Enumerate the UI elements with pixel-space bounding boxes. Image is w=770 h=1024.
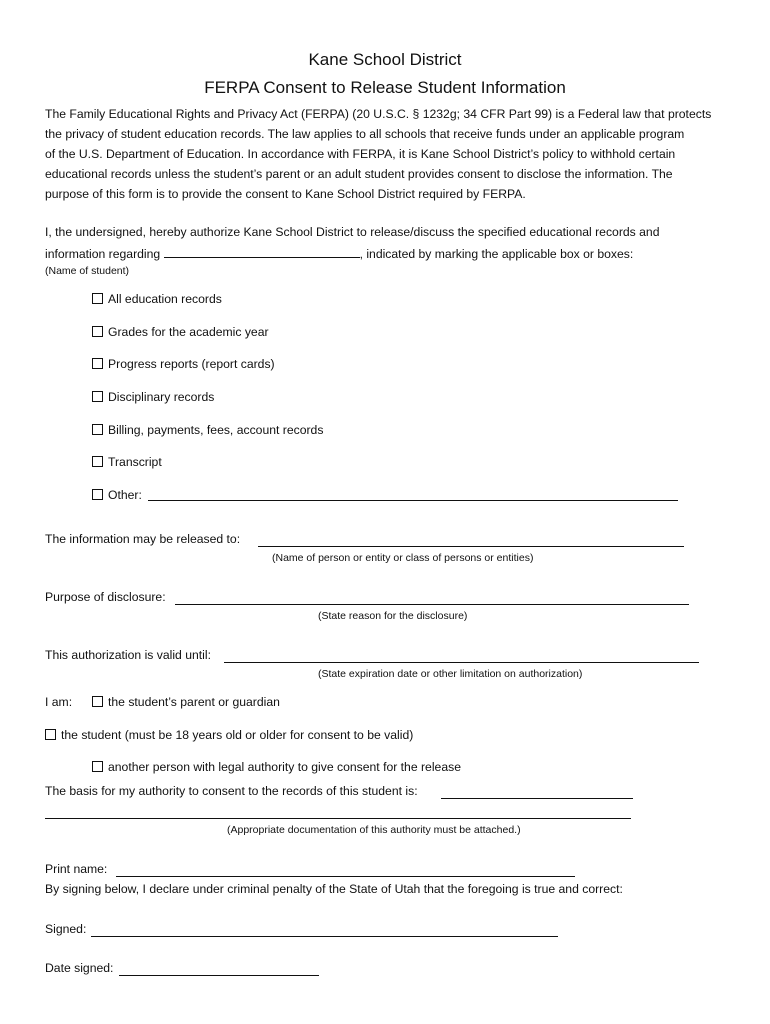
record-label: Transcript: [108, 455, 162, 469]
authorize-prefix: information regarding: [45, 247, 161, 261]
basis-field[interactable]: [441, 798, 633, 799]
record-label: Grades for the academic year: [108, 325, 269, 339]
iam-label: I am:: [45, 695, 73, 709]
declaration-text: By signing below, I declare under criminal penalty of the State of Utah that the foregoing is true and correct:: [45, 882, 623, 896]
iam-option-label: another person with legal authority to give consent for the release: [108, 760, 461, 774]
checkbox[interactable]: [92, 489, 103, 500]
checkbox[interactable]: [92, 293, 103, 304]
record-label: Progress reports (report cards): [108, 357, 275, 371]
record-label: Disciplinary records: [108, 390, 215, 404]
basis-label: The basis for my authority to consent to the records of this student is:: [45, 784, 418, 798]
print-name-field[interactable]: [116, 876, 575, 877]
checkbox[interactable]: [92, 696, 103, 707]
iam-option-parent[interactable]: [92, 695, 280, 709]
release-to-label: The information may be released to:: [45, 532, 241, 546]
valid-until-label: This authorization is valid until:: [45, 648, 211, 662]
checkbox[interactable]: [45, 729, 56, 740]
purpose-label: Purpose of disclosure:: [45, 590, 166, 604]
basis-note: (Appropriate documentation of this authority must be attached.): [227, 824, 521, 836]
record-label: All education records: [108, 292, 222, 306]
record-option-all[interactable]: [92, 292, 222, 306]
intro-line: educational records unless the student’s parent or an adult student provides consent to disclose the information. The: [45, 167, 673, 181]
intro-line: The Family Educational Rights and Privacy Act (FERPA) (20 U.S.C. § 1232g; 34 CFR Part 99) is a Federal law that protects: [45, 107, 712, 121]
authorize-text: I, the undersigned, hereby authorize Kane School District to release/discuss the specified educational records and: [45, 225, 660, 239]
record-option-disciplinary[interactable]: [92, 390, 214, 404]
checkbox[interactable]: [92, 761, 103, 772]
date-signed-field[interactable]: [119, 975, 319, 976]
print-name-label: Print name:: [45, 862, 108, 876]
purpose-field[interactable]: [175, 604, 689, 605]
release-to-note: (Name of person or entity or class of persons or entities): [272, 552, 534, 564]
district-name: Kane School District: [308, 50, 462, 69]
signed-label: Signed:: [45, 922, 87, 936]
basis-field-continued[interactable]: [45, 818, 631, 819]
iam-option-student[interactable]: [45, 728, 413, 742]
valid-until-note: (State expiration date or other limitation on authorization): [318, 668, 583, 680]
record-label: Billing, payments, fees, account records: [108, 423, 324, 437]
record-option-billing[interactable]: [92, 423, 323, 437]
intro-paragraph: [45, 104, 735, 204]
checkbox[interactable]: [92, 424, 103, 435]
record-label: Other:: [108, 488, 142, 502]
intro-line: of the U.S. Department of Education. In accordance with FERPA, it is Kane School District’s policy to withhold certain: [45, 147, 676, 161]
record-option-progress[interactable]: [92, 357, 275, 371]
student-name-field[interactable]: [164, 245, 360, 258]
iam-option-other[interactable]: [92, 760, 461, 774]
intro-line: the privacy of student education records. The law applies to all schools that receive funds under an applicable program: [45, 127, 685, 141]
checkbox[interactable]: [92, 358, 103, 369]
release-to-field[interactable]: [258, 546, 684, 547]
record-option-transcript[interactable]: [92, 455, 162, 469]
checkbox[interactable]: [92, 456, 103, 467]
form-title: FERPA Consent to Release Student Information: [204, 78, 566, 97]
purpose-note: (State reason for the disclosure): [318, 610, 468, 622]
authorize-suffix: , indicated by marking the applicable box or boxes:: [359, 247, 634, 261]
other-records-field[interactable]: [148, 500, 678, 501]
authorize-student-line: [45, 245, 633, 261]
valid-until-field[interactable]: [224, 662, 699, 663]
record-option-grades[interactable]: [92, 325, 269, 339]
student-name-note: (Name of student): [45, 265, 130, 277]
checkbox[interactable]: [92, 326, 103, 337]
iam-option-label: the student’s parent or guardian: [108, 695, 280, 709]
checkbox[interactable]: [92, 391, 103, 402]
iam-option-label: the student (must be 18 years old or older for consent to be valid): [61, 728, 414, 742]
record-option-other[interactable]: [92, 488, 142, 502]
signature-field[interactable]: [91, 936, 558, 937]
date-signed-label: Date signed:: [45, 961, 114, 975]
intro-line: purpose of this form is to provide the consent to Kane School District required by FERPA.: [45, 187, 526, 201]
